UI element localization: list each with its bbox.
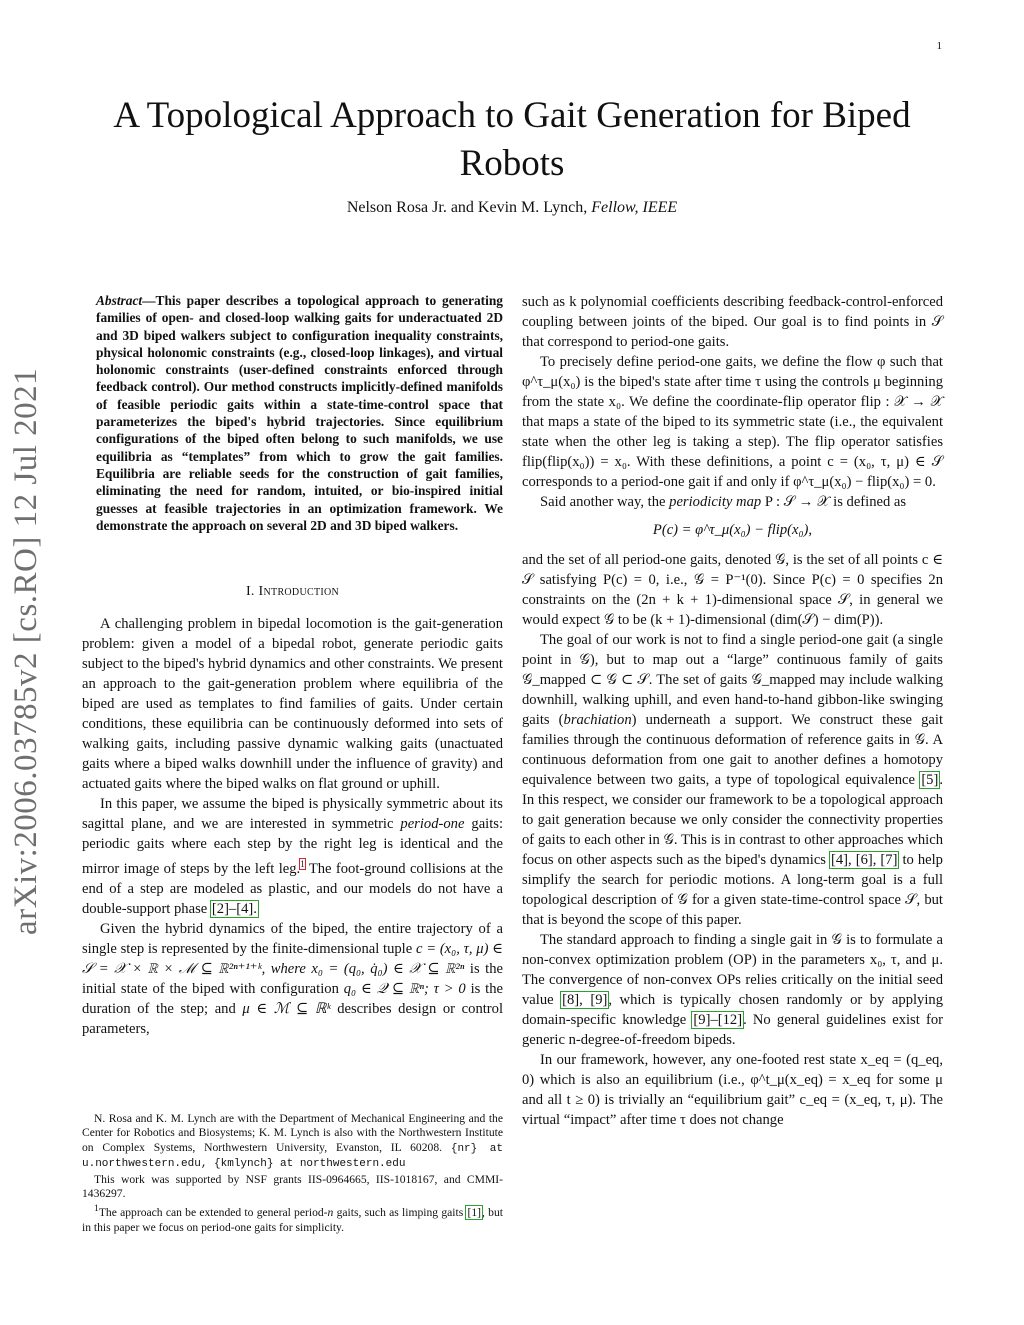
text-run: ) underneath a support. We construct these gait families through the continuous deformation of reference gaits in 𝒢. A continuous deformation from one gait to another defines a homotopy equivalence between two gaits, a type of topological equivalence <box>522 712 943 788</box>
page-number: 1 <box>936 40 942 52</box>
text-run: The approach can be extended to general period- <box>98 1206 328 1220</box>
arxiv-identifier-stamp: arXiv:2006.03785v2 [cs.RO] 12 Jul 2021 <box>8 367 44 935</box>
intro-paragraph-2 <box>82 794 503 919</box>
text-run: describes design or control parameters, <box>82 1001 504 1038</box>
citation-link[interactable]: [5] <box>921 772 939 788</box>
section-heading-introduction <box>82 582 503 602</box>
footnote-link-1[interactable]: 1 <box>300 859 305 870</box>
math-params: μ ∈ ℳ ⊆ ℝᵏ <box>242 1001 331 1018</box>
intro-paragraph-3 <box>82 919 503 1039</box>
citation-link[interactable]: [8], [9] <box>562 992 608 1008</box>
abstract-label: Abstract <box>96 293 143 308</box>
text-run: P : 𝒮 → 𝒳 is defined as <box>764 494 907 510</box>
text-run: In this paper, we assume the biped is physically symmetric about its sagittal plane, and we are interested in symmetric <box>82 796 503 833</box>
footnote-affiliation <box>82 1112 503 1172</box>
text-run: . No general guidelines exist for generic n-degree-of-freedom bipeds. <box>522 1012 943 1048</box>
emphasis-brachiation: brachiation <box>563 712 632 728</box>
footnotes <box>82 1112 503 1236</box>
right-paragraph-2: To precisely define period-one gaits, we define the flow φ such that φ^τ_μ(x₀) is the biped's state after time τ using the controls μ beginning from the state x₀. We define the coordinate-flip operator flip : 𝒳 → 𝒳 that maps a state of the biped to its symmetric state (i.e., the equivalent state when the other leg is taking a step). The flip operator satisfies flip(flip(x₀)) = x₀. With these definitions, a point c = (x₀, τ, μ) ∈ 𝒮 corresponds to a period-one gait if and only if φ^τ_μ(x₀) − flip(x₀) = 0. <box>522 354 943 490</box>
citation-link[interactable]: [2]–[4]. <box>211 901 257 918</box>
text-run: is the initial state of the biped with configuration <box>82 961 503 998</box>
intro-paragraph-1: A challenging problem in bipedal locomotion is the gait-generation problem: given a model of a bipedal robot, generate periodic gaits subject to the biped's hybrid dynamics and other constraints. We present an approach to the gait-generation problem where equilibria of the biped are used as templates to find families of gaits. Under certain conditions, these equilibria can be continuously deformed into sets of walking gaits, including passive dynamic walking gaits (unactuated gaits where a biped walks downhill under the influence of gravity) and actuated gaits where the biped walks on flat ground or uphill. <box>82 616 503 793</box>
emphasis-period-one: period-one <box>400 816 465 833</box>
math-tuple: c = (x₀, τ, μ) ∈ 𝒮 = 𝒳 × ℝ × ℳ ⊆ ℝ²ⁿ⁺¹⁺ᵏ, where x₀ = (q₀, q̇₀) ∈ 𝒳 ⊆ ℝ²ⁿ <box>82 941 503 978</box>
citation-link[interactable]: [4], [6], [7] <box>831 852 898 868</box>
author-affiliation-note: Fellow, IEEE <box>591 199 678 216</box>
text-run: N. Rosa and K. M. Lynch are with the Department of Mechanical Engineering and the Center for Robotics and Biosystems; K. M. Lynch is also with the Northwestern Institute on Complex Systems, Northwestern University, Evanston, IL 60208. <box>82 1112 503 1154</box>
text-run: Given the hybrid dynamics of the biped, the entire trajectory of a single step is represented by the finite-dimensional tuple <box>82 921 503 958</box>
emphasis-periodicity-map: periodicity map <box>669 494 762 510</box>
display-equation: P(c) = φ^τ_μ(x₀) − flip(x₀), <box>652 522 813 538</box>
right-column <box>522 292 943 1130</box>
text-run: is the duration of the step; and <box>82 981 504 1018</box>
text-run: , which is typically chosen randomly or by applying domain-specific knowledge <box>522 992 943 1028</box>
text-run: The goal of our work is not to find a single period-one gait (a single point in 𝒢), but to map out a “large” continuous family of gaits 𝒢_mapped ⊂ 𝒢 ⊂ 𝒮. The set of gaits 𝒢_mapped may include walking downhill, walking uphill, and even hand-to-hand gibbon-like swinging gaits ( <box>522 632 943 728</box>
right-paragraph-5 <box>522 630 943 930</box>
math-config: q₀ ∈ 𝒬 ⊆ ℝⁿ; τ > 0 <box>343 981 466 998</box>
author-line <box>80 199 944 217</box>
abstract-text: —This paper describes a topological approach to generating families of open- and closed-loop walking gaits for underactuated 2D and 3D biped walkers subject to configuration inequality constraints, physical holonomic constraints (e.g., closed-loop linkages), and virtual holonomic constraints (user-defined constraints enforced through feedback control). Our method constructs implicitly-defined manifolds of feasible periodic gaits within a state-time-control space that parameterizes the biped's hybrid trajectories. Since equilibrium configurations of the biped often belong to such manifolds, we use equilibria as “templates” from which to grow the gait families. Equilibria are reliable seeds for the construction of gait families, eliminating the need for random, intuited, or bio-inspired initial guesses at feasible trajectories in an optimization framework. We demonstrate the approach on several 2D and 3D biped walkers. <box>96 293 503 533</box>
left-column <box>82 292 503 1039</box>
right-paragraph-7: In our framework, however, any one-footed rest state x_eq = (q_eq, 0) which is also an equilibrium (i.e., φ^t_μ(x_eq) = x_eq for some μ and all t ≥ 0) is trivially an “equilibrium gait” c_eq = (x_eq, τ, μ). The virtual “impact” after time τ does not change <box>522 1052 943 1128</box>
text-run: The foot-ground collisions at the end of a step are modeled as plastic, and our models do not have a double-support phase <box>82 861 503 918</box>
text-run: The standard approach to finding a single gait in 𝒢 is to formulate a non-convex optimization problem (OP) in the parameters x₀, τ, and μ. The convergence of non-convex OPs relies critically on the initial seed value <box>522 932 943 1008</box>
author-emails: {nr} at u.northwestern.edu, {kmlynch} at northwestern.edu <box>82 1142 503 1171</box>
author-names: Nelson Rosa Jr. and Kevin M. Lynch, <box>346 199 588 216</box>
right-paragraph-6 <box>522 930 943 1050</box>
section-title: Introduction <box>258 584 340 600</box>
section-number: I. <box>245 584 255 600</box>
footnote-funding: This work was supported by NSF grants IIS-0964665, IIS-1018167, and CMMI-1436297. <box>82 1172 503 1201</box>
text-run: to help simplify the search for periodic motions. A long-term goal is a full topological description of 𝒢 for a given state-time-control space 𝒮, but that is beyond the scope of this paper. <box>522 852 943 928</box>
footnote-1 <box>82 1202 503 1235</box>
right-paragraph-4: and the set of all period-one gaits, denoted 𝒢, is the set of all points c ∈ 𝒮 satisfying P(c) = 0, i.e., 𝒢 = P⁻¹(0). Since P(c) = 0 specifies 2n constraints on the (2n + k + 1)-dimensional space 𝒮, in general we would expect 𝒢 to be (k + 1)-dimensional (dim(𝒮) − dim(P)). <box>522 552 943 628</box>
text-run: gaits: periodic gaits where each step by the right leg is identical and the mirror image of steps by the left leg. <box>82 816 504 878</box>
citation-link[interactable]: [1] <box>467 1206 482 1220</box>
text-run: gaits, such as limping gaits <box>336 1206 464 1220</box>
citation-link[interactable]: [9]–[12] <box>693 1012 743 1028</box>
abstract <box>82 292 503 534</box>
paper-title: A Topological Approach to Gait Generation for Biped Robots <box>113 95 911 184</box>
text-run: Said another way, the <box>540 494 666 510</box>
footnote-mark: 1 <box>94 1203 99 1215</box>
right-paragraph-1: such as k polynomial coefficients describing feedback-control-enforced coupling between joints of the biped. Our goal is to find points in 𝒮 that correspond to period-one gaits. <box>522 294 943 350</box>
text-run: , but in this paper we focus on period-one gaits for simplicity. <box>82 1206 503 1234</box>
text-run: . In this respect, we consider our framework to be a topological approach to gait generation because we only consider the connectivity properties of gaits to each other in 𝒢. This is in contrast to other approaches which focus on other aspects such as the biped's dynamics <box>522 772 943 868</box>
right-paragraph-3 <box>522 492 943 512</box>
math-n: n <box>327 1206 334 1220</box>
